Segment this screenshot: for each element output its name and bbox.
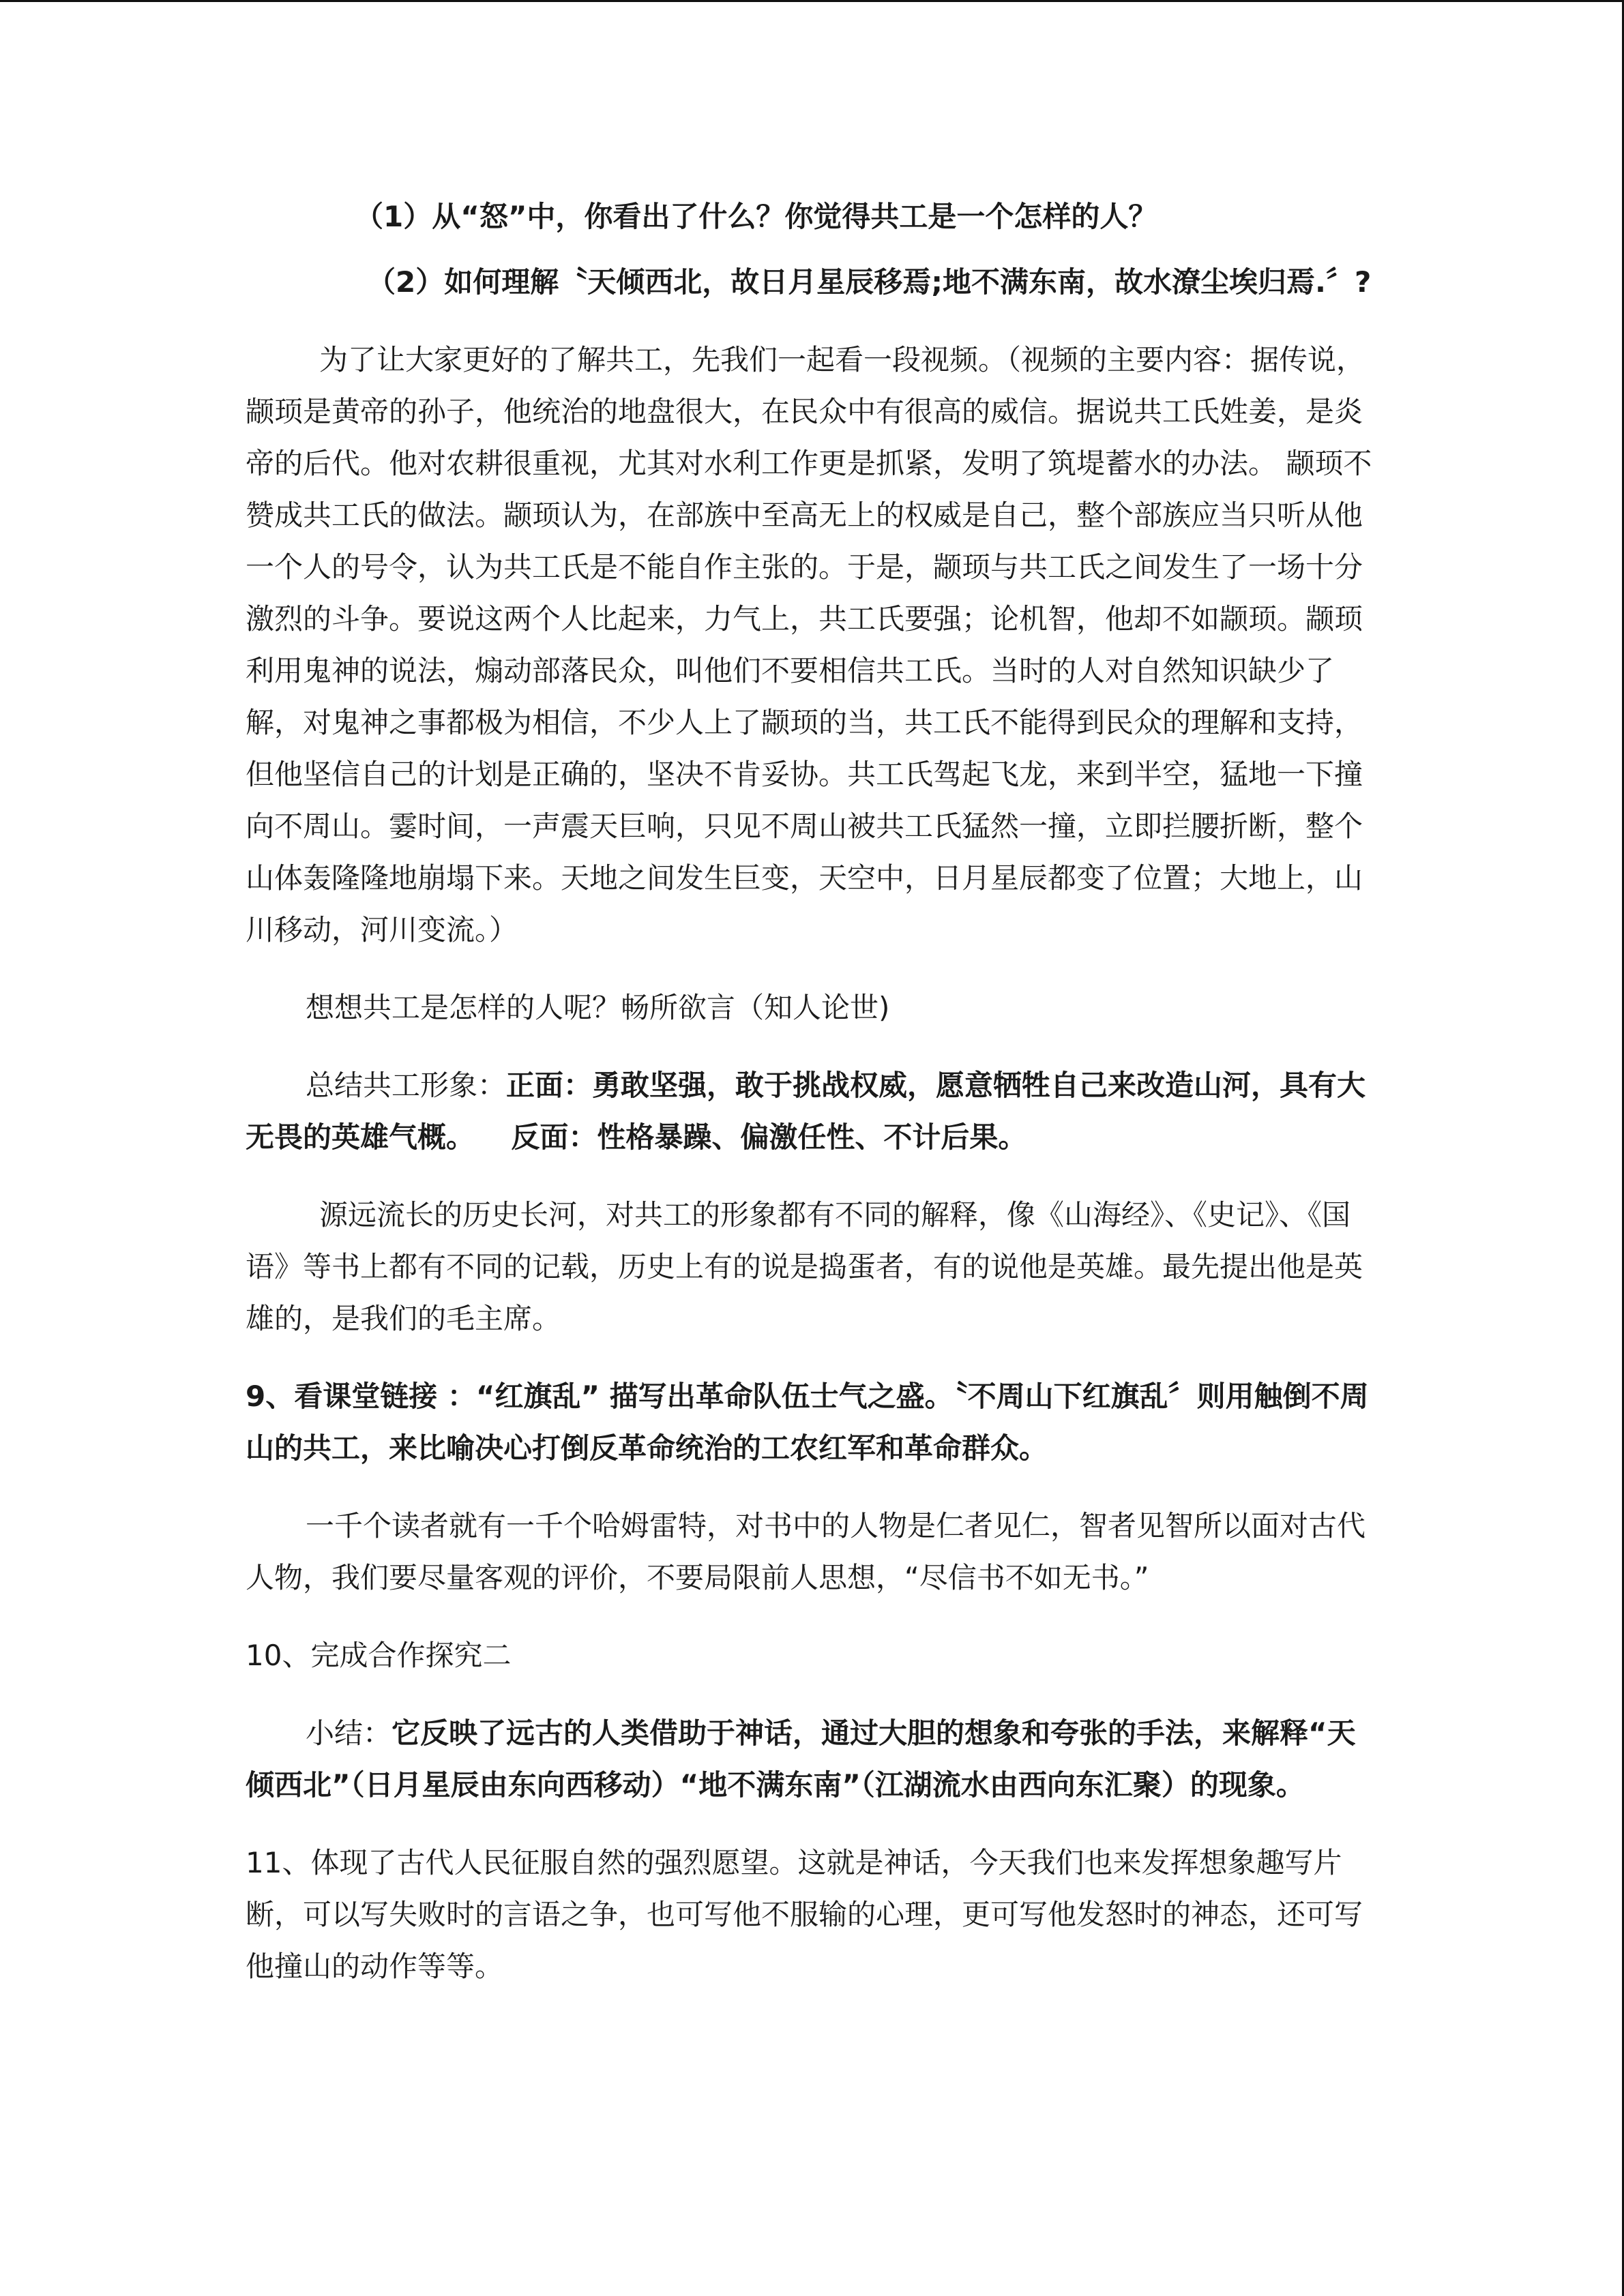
history-paragraph: 源远流长的历史长河，对共工的形象都有不同的解释，像《山海经》、《史记》、《国语》等书上都有不同的记载，历史上有的说是捣蛋者，有的说他是英雄。最先提出他是英雄的，是我们的毛主席。 xyxy=(246,1198,1363,1335)
summary-gap xyxy=(475,1120,511,1154)
item-9-paragraph: 9、看课堂链接 ：“红旗乱” 描写出革命队伍士气之盛。〝不周山下红旗乱〞则用触倒不周山的共工，来比喻决心打倒反革命统治的工农红军和革命群众。 xyxy=(246,1380,1369,1465)
item-11-paragraph: 11、体现了古代人民征服自然的强烈愿望。这就是神话，今天我们也来发挥想象趣写片断，可以写失败时的言语之争，也可写他不服输的心理，更可写他发怒时的神态，还可写他撞山的动作等等。 xyxy=(246,1846,1363,1983)
question-2: （2）如何理解〝天倾西北，故日月星辰移焉;地不满东南，故水潦尘埃归焉.〞? xyxy=(367,265,1372,299)
page-top-border xyxy=(0,0,1624,2)
conclusion-text: 它反映了远古的人类借助于神话，通过大胆的想象和夸张的手法，来解释“天倾西北”（日月星辰由东向西移动）“地不满东南”（江湖流水由西向东汇聚）的现象。 xyxy=(246,1716,1356,1802)
video-intro-paragraph: 为了让大家更好的了解共工，先我们一起看一段视频。（视频的主要内容：据传说，颛顼是黄帝的孙子，他统治的地盘很大，在民众中有很高的威信。据说共工氏姓姜，是炎帝的后代。他对农耕很重视，尤其对水利工作更是抓紧，发明了筑堤蓄水的办法。 颛顼不赞成共工氏的做法。颛顼认为，在部族中至高无上的权威是自己，整个部族应当只听从他一个人的号令，认为共工氏是不能自作主张的。于是，颛顼与共工氏之间发生了一场十分激烈的斗争。要说这两个人比起来，力气上，共工氏要强；论机智，他却不如颛顼。颛顼利用鬼神的说法，煽动部落民众，叫他们不要相信共工氏。当时的人对自然知识缺少了解，对鬼神之事都极为相信，不少人上了颛顼的当，共工氏不能得到民众的理解和支持，但他坚信自己的计划是正确的，坚决不肯妥协。共工氏驾起飞龙，来到半空，猛地一下撞向不周山。霎时间，一声震天巨响，只见不周山被共工氏猛然一撞，立即拦腰折断，整个山体轰隆隆地崩塌下来。天地之间发生巨变，天空中，日月星辰都变了位置；大地上，山川移动，河川变流。） xyxy=(246,343,1372,946)
summary-positive: 正面：勇敢坚强，敢于挑战权威，愿意牺牲自己来改造山河，具有大无畏的英雄气概。 xyxy=(246,1069,1366,1154)
think-paragraph: 想想共工是怎样的人呢？畅所欲言（知人论世) xyxy=(306,991,890,1024)
summary-negative: 反面：性格暴躁、偏激任性、不计后果。 xyxy=(511,1120,1027,1154)
item-10-paragraph: 10、完成合作探究二 xyxy=(246,1639,512,1672)
conclusion-paragraph xyxy=(246,1708,1378,1811)
document-body xyxy=(246,191,1378,2018)
conclusion-label: 小结： xyxy=(306,1716,392,1750)
summary-image-paragraph xyxy=(246,1060,1378,1163)
question-1: （1）从“怒”中，你看出了什么？你觉得共工是一个怎样的人？ xyxy=(355,200,1157,233)
hamlet-paragraph: 一千个读者就有一千个哈姆雷特，对书中的人物是仁者见仁，智者见智所以面对古代人物，我们要尽量客观的评价，不要局限前人思想，“尽信书不如无书。” xyxy=(246,1509,1366,1594)
summary-label: 总结共工形象： xyxy=(306,1069,507,1102)
